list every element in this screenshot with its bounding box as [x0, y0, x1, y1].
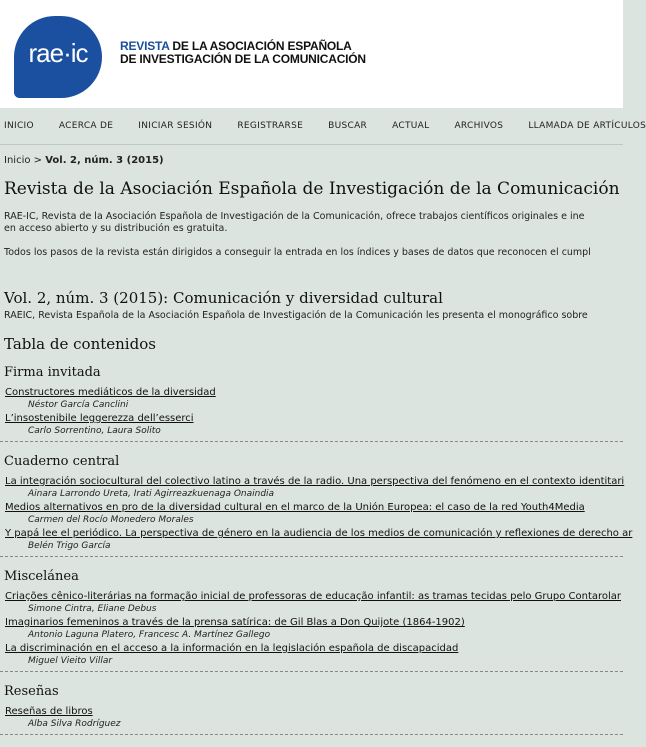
article-title-link[interactable]: Constructores mediáticos de la diversidad: [5, 387, 216, 398]
nav-llamada-de-articulos[interactable]: LLAMADA DE ARTÍCULOS: [528, 121, 646, 131]
article-title-link[interactable]: La discriminación en el acceso a la información en la legislación española de discapacidad: [5, 643, 459, 654]
page-title: Revista de la Asociación Española de Investigación de la Comunicación: [4, 179, 620, 199]
site-header: [0, 0, 623, 108]
article-title-link[interactable]: Reseñas de libros: [5, 706, 93, 717]
section-title: Cuaderno central: [4, 454, 120, 469]
logo-text: rae·ic: [28, 38, 88, 68]
intro-paragraph-2: Todos los pasos de la revista están dirigidos a conseguir la entrada en los índices y bases de datos que reconocen el cumpl: [4, 247, 591, 258]
article-title-link[interactable]: La integración sociocultural del colectivo latino a través de la radio. Una perspectiva del fenómeno en el contexto identitari: [5, 476, 625, 487]
article-authors: Belén Trigo García: [28, 541, 111, 551]
section-divider: [0, 671, 623, 672]
toc-section: [0, 454, 633, 557]
nav-buscar[interactable]: BUSCAR: [328, 121, 368, 131]
nav-inicio[interactable]: INICIO: [4, 121, 34, 131]
article-title-link[interactable]: Y papá lee el periódico. La perspectiva de género en la audiencia de los medios de comunicación y reflexiones de derecho ar: [5, 528, 633, 539]
article-title-link[interactable]: L’insostenibile leggerezza dell’esserci: [5, 413, 194, 424]
masthead-line1: DE LA ASOCIACIÓN ESPAÑOLA: [169, 39, 352, 53]
article-title-link[interactable]: Criações cênico-literárias na formação inicial de professoras de educação infantil: as tramas tecidas pelo Grupo Contarolar: [5, 591, 622, 602]
section-title: Firma invitada: [4, 365, 101, 380]
masthead-line2: DE INVESTIGACIÓN DE LA COMUNICACIÓN: [120, 52, 366, 66]
article-authors: Miguel Vieito Villar: [28, 656, 113, 666]
intro-paragraph-1: RAE-IC, Revista de la Asociación Española de Investigación de la Comunicación, ofrece trabajos científicos originales e ine en acceso abierto y su distribución es gratuita.: [4, 211, 585, 234]
article-authors: Alba Silva Rodríguez: [28, 719, 121, 729]
nav-acerca-de[interactable]: ACERCA DE: [58, 121, 114, 131]
section-divider: [0, 441, 623, 442]
toc-section: [0, 365, 623, 442]
nav-iniciar-sesion[interactable]: INICIAR SESIÓN: [138, 121, 213, 131]
section-title: Reseñas: [4, 684, 59, 699]
article-authors: Antonio Laguna Platero, Francesc A. Martínez Gallego: [28, 630, 271, 640]
site-logo[interactable]: [14, 16, 102, 98]
breadcrumb: [0, 145, 623, 166]
masthead-accent: REVISTA: [120, 39, 170, 53]
breadcrumb-separator: >: [33, 155, 43, 166]
table-of-contents: [0, 365, 633, 735]
article-authors: Simone Cintra, Eliane Debus: [28, 604, 157, 614]
article-authors: Ainara Larrondo Ureta, Irati Agirreazkuenaga Onaindia: [28, 489, 275, 499]
breadcrumb-current[interactable]: Vol. 2, núm. 3 (2015): [45, 155, 164, 166]
toc-section: [0, 684, 623, 735]
article-title-link[interactable]: Medios alternativos en pro de la diversidad cultural en el marco de la Unión Europea: el caso de la red Youth4Media: [5, 502, 585, 513]
nav-actual[interactable]: ACTUAL: [392, 121, 430, 131]
section-divider: [0, 734, 623, 735]
main-nav: [0, 108, 646, 145]
nav-registrarse[interactable]: REGISTRARSE: [237, 121, 304, 131]
section-title: Miscelánea: [4, 569, 79, 584]
issue-description: RAEIC, Revista Española de la Asociación Española de Investigación de la Comunicación les presenta el monográfico sobre: [4, 310, 588, 321]
masthead-title: [120, 40, 366, 66]
article-authors: Carmen del Rocío Monedero Morales: [28, 515, 194, 525]
issue-title: Vol. 2, núm. 3 (2015): Comunicación y diversidad cultural: [4, 289, 443, 307]
section-divider: [0, 556, 623, 557]
toc-title: Tabla de contenidos: [4, 335, 156, 353]
article-authors: Néstor García Canclini: [28, 400, 129, 410]
nav-archivos[interactable]: ARCHIVOS: [454, 121, 504, 131]
article-authors: Carlo Sorrentino, Laura Solito: [28, 426, 161, 436]
breadcrumb-home[interactable]: Inicio: [4, 155, 31, 166]
article-title-link[interactable]: Imaginarios femeninos a través de la prensa satírica: de Gil Blas a Don Quijote (1864-1902): [5, 617, 465, 628]
toc-section: [0, 569, 623, 672]
